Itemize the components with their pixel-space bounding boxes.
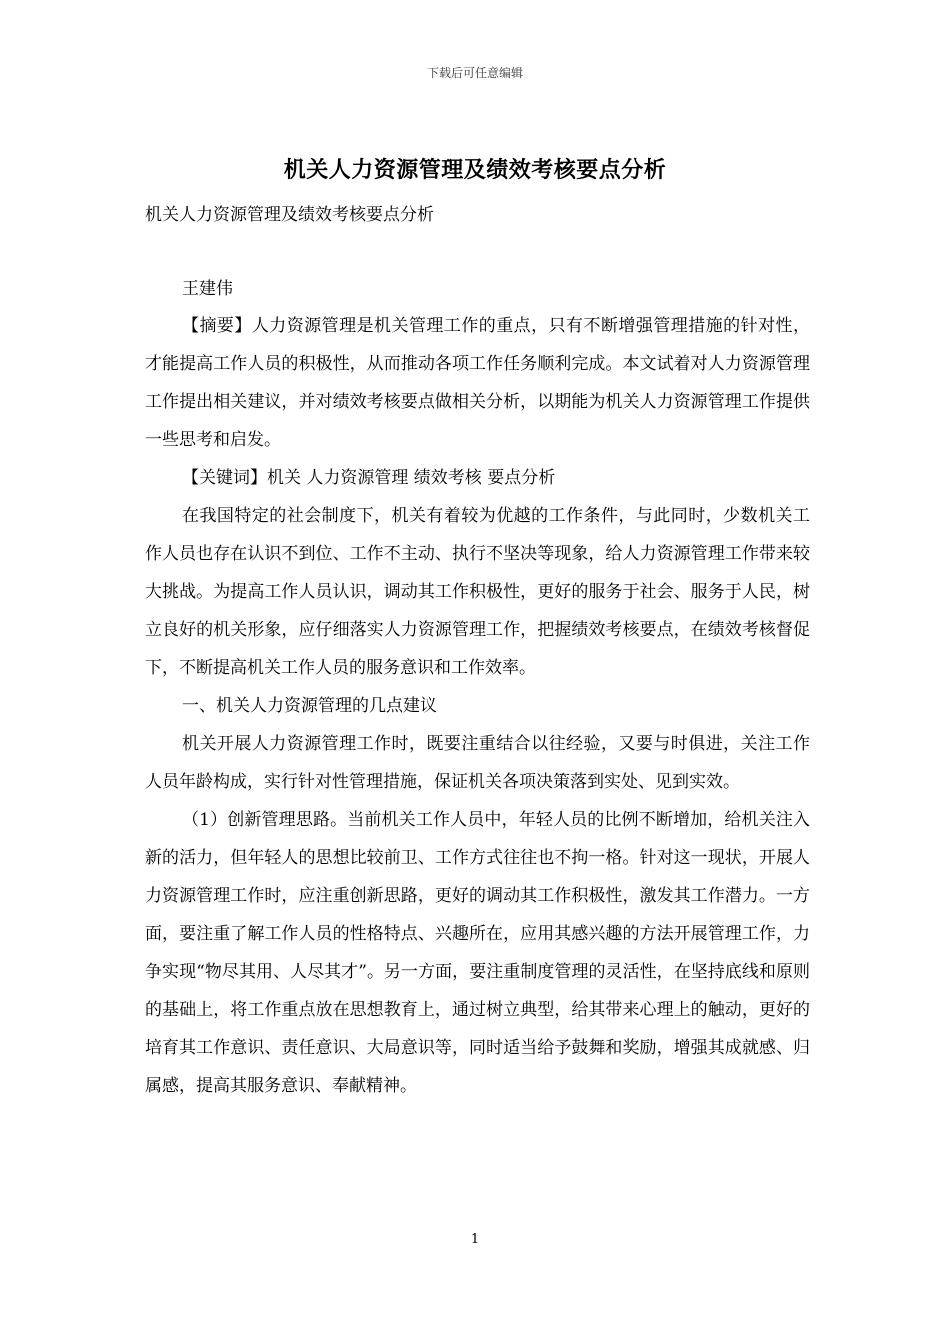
abstract-paragraph: 【摘要】人力资源管理是机关管理工作的重点，只有不断增强管理措施的针对性，才能提高工作人员的积极性，从而推动各项工作任务顺利完成。本文试着对人力资源管理工作提出相关建议，并对绩效考核要点做相关分析，以期能为机关人力资源管理工作提供一些思考和启发。 bbox=[145, 316, 810, 450]
header-note: 下载后可任意编辑 bbox=[426, 66, 523, 80]
section-heading: 一、机关人力资源管理的几点建议 bbox=[182, 696, 437, 716]
document-body bbox=[145, 307, 810, 1105]
page-number: 1 bbox=[470, 1232, 480, 1247]
document-title: 机关人力资源管理及绩效考核要点分析 bbox=[283, 157, 667, 183]
section-intro-paragraph: 机关开展人力资源管理工作时，既要注重结合以往经验，又要与时俱进，关注工作人员年龄构成，实行针对性管理措施，保证机关各项决策落到实处、见到实效。 bbox=[145, 734, 810, 792]
item-1-paragraph: （1）创新管理思路。当前机关工作人员中，年轻人员的比例不断增加，给机关注入新的活力，但年轻人的思想比较前卫、工作方式往往也不拘一格。针对这一现状，开展人力资源管理工作时，应注重创新思路，更好的调动其工作积极性，激发其工作潜力。一方面，要注重了解工作人员的性格特点、兴趣所在，应用其感兴趣的方法开展管理工作，力争实现“物尽其用、人尽其才”。另一方面，要注重制度管理的灵活性，在坚持底线和原则的基础上，将工作重点放在思想教育上，通过树立典型，给其带来心理上的触动，更好的培育其工作意识、责任意识、大局意识等，同时适当给予鼓舞和奖励，增强其成就感、归属感，提高其服务意识、奉献精神。 bbox=[145, 810, 810, 1096]
author-name: 王建伟 bbox=[182, 279, 233, 299]
document-subtitle: 机关人力资源管理及绩效考核要点分析 bbox=[145, 205, 434, 225]
intro-paragraph: 在我国特定的社会制度下，机关有着较为优越的工作条件，与此同时，少数机关工作人员也存在认识不到位、工作不主动、执行不坚决等现象，给人力资源管理工作带来较大挑战。为提高工作人员认识，调动其工作积极性，更好的服务于社会、服务于人民，树立良好的机关形象，应仔细落实人力资源管理工作，把握绩效考核要点，在绩效考核督促下，不断提高机关工作人员的服务意识和工作效率。 bbox=[145, 506, 810, 678]
keywords-paragraph: 【关键词】机关 人力资源管理 绩效考核 要点分析 bbox=[182, 468, 556, 488]
